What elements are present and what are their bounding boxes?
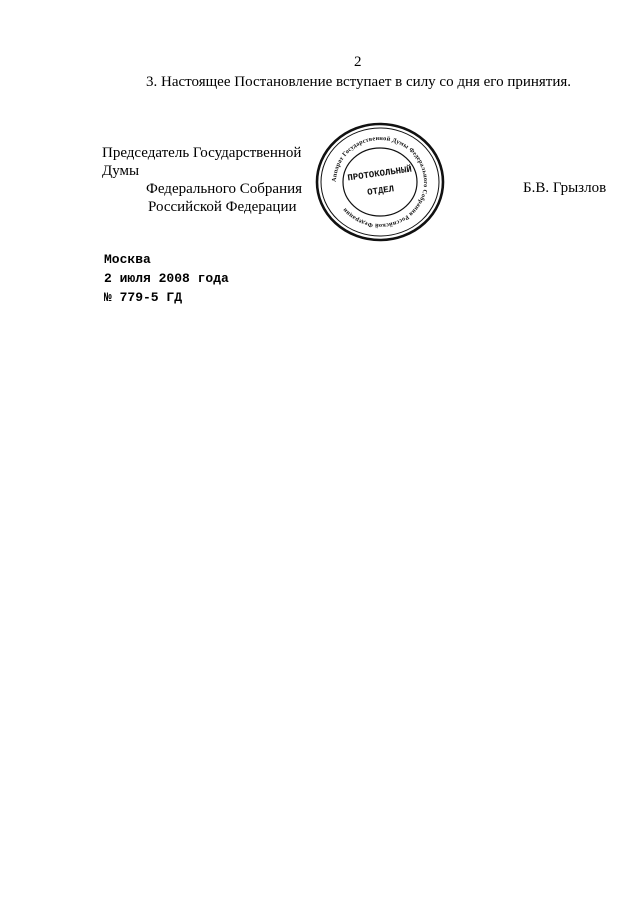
signatory-position [102, 144, 332, 216]
paragraph-3: 3. Настоящее Постановление вступает в силу со дня его принятия. [146, 74, 572, 90]
signer-name: Б.В. Грызлов [523, 180, 607, 196]
official-stamp [314, 121, 446, 243]
date: 2 июля 2008 года [104, 271, 229, 286]
position-line-2: Федерального Собрания [146, 181, 303, 197]
position-line-3: Российской Федерации [148, 199, 297, 215]
stamp-inner-line-2: ОТДЕЛ [366, 184, 395, 198]
position-line-1: Председатель Государственной Думы [102, 145, 302, 179]
stamp-outer-text: Аппарат Государственной Думы Федерального Собрания Российской Федерации [330, 134, 430, 230]
city: Москва [104, 252, 151, 267]
document-number: № 779-5 ГД [104, 290, 183, 305]
stamp-inner-line-1: ПРОТОКОЛЬНЫЙ [346, 164, 413, 184]
svg-text:Аппарат Государственной Думы Ф [331, 135, 429, 229]
document-meta [104, 250, 229, 307]
page-number: 2 [354, 54, 362, 70]
